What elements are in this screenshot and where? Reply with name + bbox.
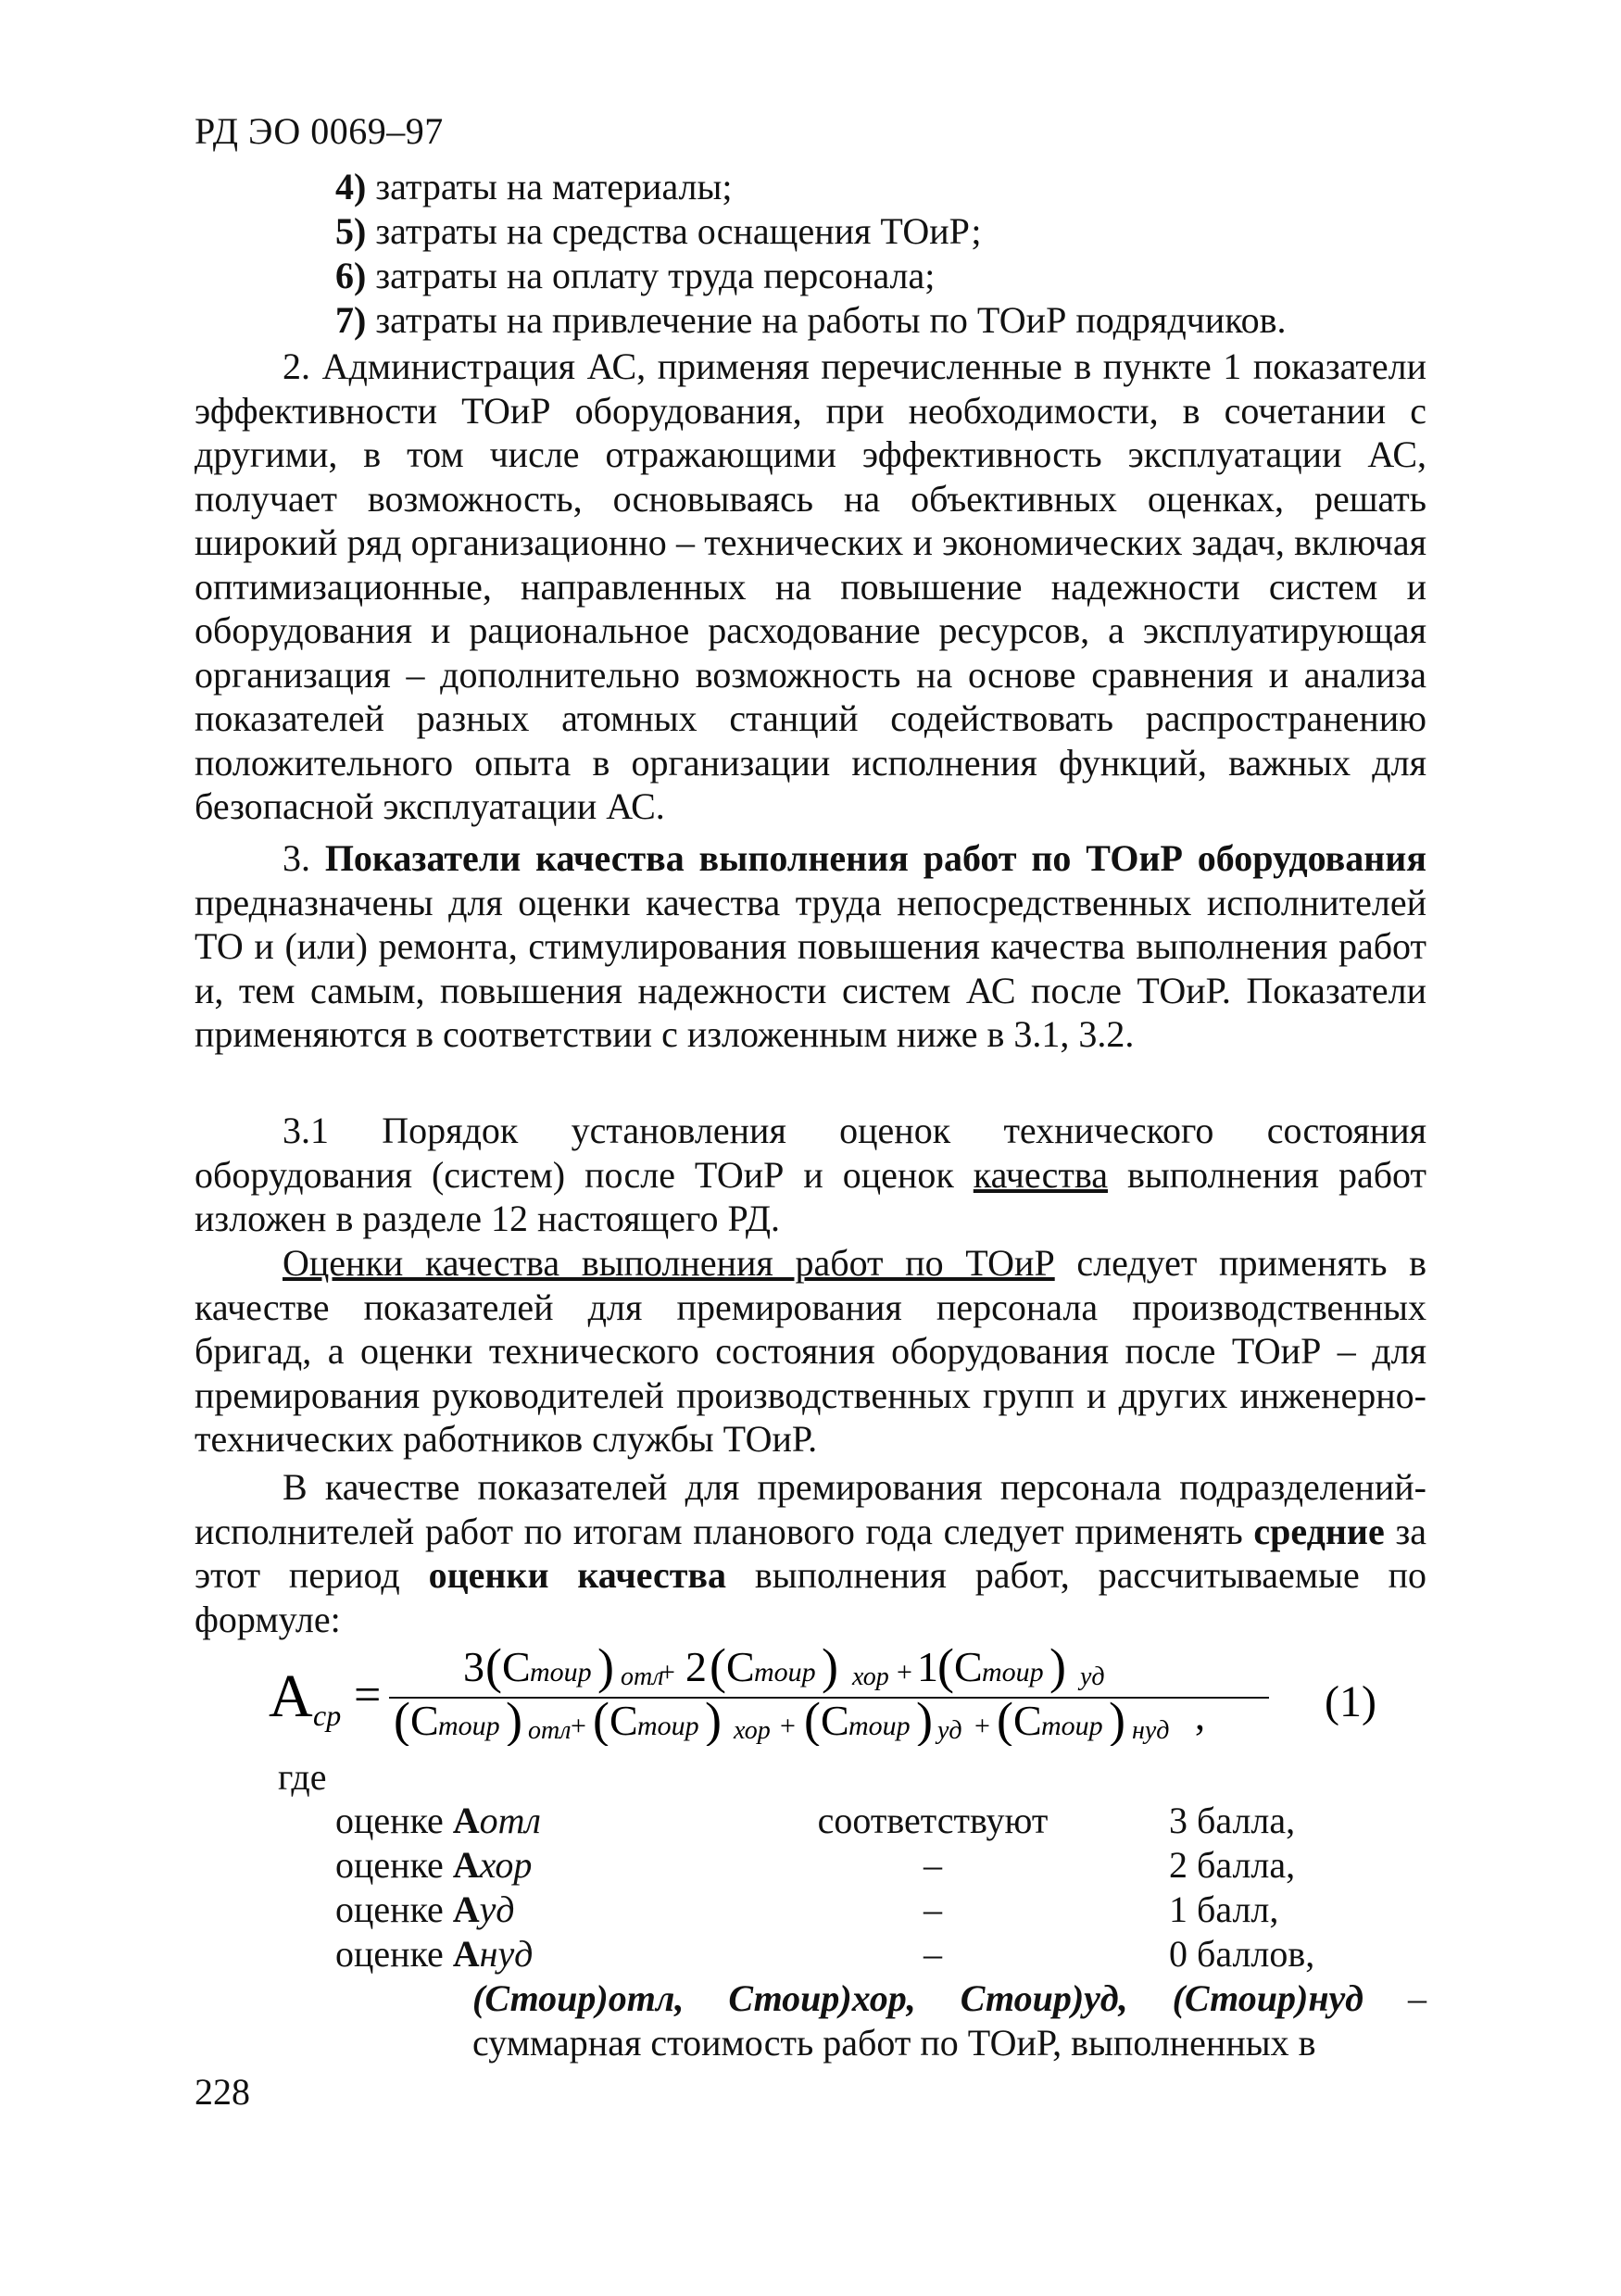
paren-open: ( (710, 1644, 726, 1694)
paren-close: ) (1109, 1692, 1125, 1746)
numerator-cost-letter: С (502, 1644, 531, 1690)
list-item: 7) затраты на привлечение на работы по ТОиР подрядчиков. (335, 299, 1287, 341)
numerator-cost-letter: С (954, 1644, 983, 1690)
paren-open: ( (997, 1692, 1013, 1746)
numerator-term-subscript: уд (1080, 1662, 1105, 1691)
numerator-plus: + (897, 1657, 912, 1687)
denominator-term-subscript: уд (937, 1716, 962, 1745)
document-header: РД ЭО 0069–97 (195, 110, 444, 152)
paren-close: ) (705, 1692, 722, 1746)
formula-svg (269, 1644, 1436, 1746)
numerator-coef: 3 (463, 1644, 484, 1690)
numerator-plus: + (660, 1657, 675, 1687)
paren-open: ( (804, 1692, 821, 1746)
denominator-cost-letter: С (410, 1697, 439, 1744)
denominator-cost-letter: С (821, 1697, 849, 1744)
paren-open: ( (593, 1692, 609, 1746)
paren-close: ) (1049, 1644, 1066, 1694)
cost-definition: (Стоир)отл, Стоир)хор, Стоир)уд, (Стоир)нуд – суммарная стоимость работ по ТОиР, выполненных в (472, 1977, 1427, 2064)
numerator-term-subscript: отл (621, 1662, 664, 1691)
formula-comma: , (1195, 1693, 1205, 1738)
denominator-cost-subscript: тоир (637, 1711, 699, 1741)
formula-average-grade (269, 1644, 1436, 1746)
formula-number: (1) (1325, 1677, 1376, 1726)
list-item: 6) затраты на оплату труда персонала; (335, 255, 936, 296)
paren-open: ( (485, 1644, 502, 1694)
denominator-term-subscript: нуд (1132, 1716, 1170, 1745)
paragraph-3: 3. Показатели качества выполнения работ по ТОиР оборудования предназначены для оценки качества труда непосредственных исполнителей ТО и (или) ремонта, стимулирования повышения качества выполнения работ и, тем самым, повышения надежности систем АС после ТОиР. Показатели применяются в соответствии с изложенным ниже в 3.1, 3.2. (195, 837, 1426, 1055)
grade-row: оценке Ахор – 2 балла, (335, 1844, 1296, 1886)
paragraph-3-1: 3.1 Порядок установления оценок технического состояния оборудования (систем) после ТОиР и оценок качества выполнения работ изложен в разделе 12 настоящего РД. (195, 1110, 1427, 1239)
formula-lhs-letter: А (269, 1662, 313, 1730)
list-item: 5) затраты на средства оснащения ТОиР; (335, 210, 982, 252)
paren-close: ) (916, 1692, 933, 1746)
denominator-plus: + (571, 1711, 586, 1741)
paren-open: ( (394, 1692, 410, 1746)
denominator-plus: + (974, 1711, 990, 1741)
numerator-cost-subscript: тоир (754, 1657, 816, 1687)
denominator-cost-subscript: тоир (438, 1711, 500, 1741)
denominator-cost-letter: С (609, 1697, 638, 1744)
denominator-cost-letter: С (1013, 1697, 1042, 1744)
numerator-cost-subscript: тоир (982, 1657, 1044, 1687)
numerator-coef: 2 (685, 1644, 707, 1690)
denominator-term-subscript: хор (734, 1716, 771, 1745)
paren-close: ) (506, 1692, 522, 1746)
paragraph-average: В качестве показателей для премирования персонала подразделений-исполнителей работ по итогам планового года следует применять средние за этот период оценки качества выполнения работ, рассчитываемые по формуле: (195, 1466, 1427, 1640)
grade-row: оценке Аотл соответствуют 3 балла, (335, 1800, 1296, 1841)
numerator-cost-letter: С (726, 1644, 755, 1690)
numerator-term-subscript: хор (852, 1662, 889, 1691)
denominator-term-subscript: отл (528, 1716, 572, 1745)
formula-lhs-subscript: ср (313, 1699, 342, 1732)
denominator-cost-subscript: тоир (848, 1711, 911, 1741)
numerator-cost-subscript: тоир (530, 1657, 592, 1687)
paren-close: ) (822, 1644, 838, 1694)
list-item: 4) затраты на материалы; (335, 166, 733, 207)
paragraph-2: 2. Администрация АС, применяя перечисленные в пункте 1 показатели эффективности ТОиР оборудования, при необходимости, в сочетании с другими, в том числе отражающими эффективность эксплуатации АС, получает возможность, основываясь на объективных оценках, решать широкий ряд организационно – технических и экономических задач, включая оптимизационные, направленных на повышение надежности систем и оборудования и рациональное расходование ресурсов, а эксплуатирующая организация – дополнительно возможность на основе сравнения и анализа показателей разных атомных станций содействовать распространению положительного опыта в организации исполнения функций, важных для безопасной эксплуатации АС. (195, 345, 1426, 827)
numerator-coef: 1 (917, 1644, 938, 1690)
formula-equals: = (354, 1669, 382, 1722)
where-label: где (278, 1756, 327, 1798)
paren-close: ) (597, 1644, 614, 1694)
denominator-cost-subscript: тоир (1041, 1711, 1103, 1741)
page-number: 228 (195, 2071, 250, 2113)
grade-row: оценке Ануд – 0 баллов, (335, 1933, 1315, 1975)
paren-open: ( (937, 1644, 954, 1694)
denominator-plus: + (780, 1711, 796, 1741)
paragraph-assessments: Оценки качества выполнения работ по ТОиР следует применять в качестве показателей для премирования персонала производственных бригад, а оценки технического состояния оборудования после ТОиР – для премирования руководителей производственных групп и других инженерно-технических работников службы ТОиР. (195, 1242, 1426, 1460)
grade-row: оценке Ауд – 1 балл, (335, 1888, 1279, 1930)
